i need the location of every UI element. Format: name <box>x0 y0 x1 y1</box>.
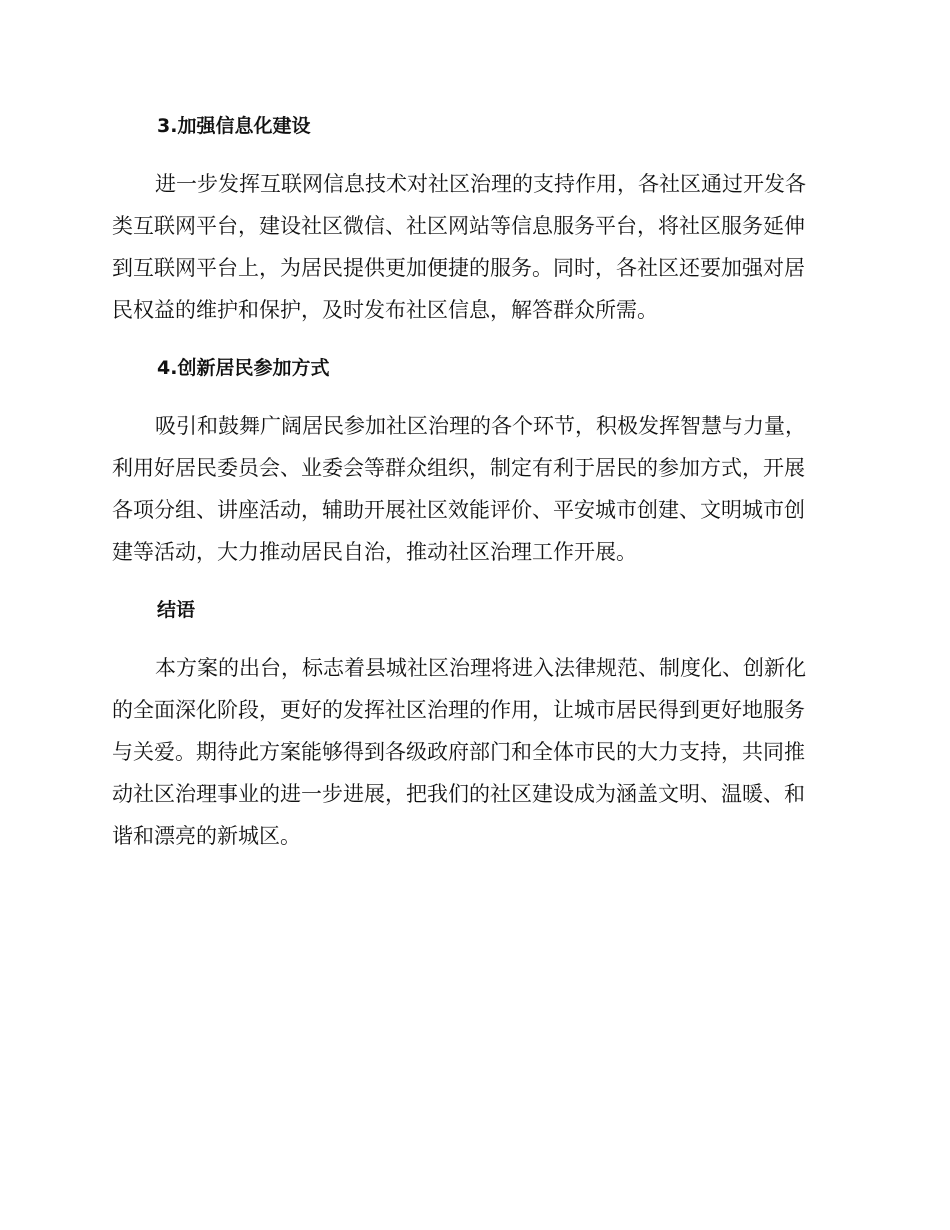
paragraph-line: 的全面深化阶段，更好的发挥社区治理的作用，让城市居民得到更好地服务 <box>112 698 805 722</box>
paragraph-informatization <box>112 163 832 331</box>
section-heading-resident-participation: 4.创新居民参加方式 <box>157 357 330 379</box>
paragraph-conclusion <box>112 647 832 857</box>
paragraph-line: 进一步发挥互联网信息技术对社区治理的支持作用，各社区通过开发各 <box>155 172 806 196</box>
paragraph-line: 到互联网平台上，为居民提供更加便捷的服务。同时，各社区还要加强对居 <box>112 256 805 280</box>
paragraph-line: 本方案的出台，标志着县城社区治理将进入法律规范、制度化、创新化 <box>155 656 806 680</box>
paragraph-line: 民权益的维护和保护，及时发布社区信息，解答群众所需。 <box>112 298 658 322</box>
document-body <box>112 109 832 877</box>
section-heading-conclusion: 结语 <box>157 599 196 621</box>
paragraph-line: 谐和漂亮的新城区。 <box>112 824 301 848</box>
paragraph-line: 与关爱。期待此方案能够得到各级政府部门和全体市民的大力支持，共同推 <box>112 740 805 764</box>
paragraph-line: 吸引和鼓舞广阔居民参加社区治理的各个环节，积极发挥智慧与力量， <box>155 414 806 438</box>
paragraph-line: 类互联网平台，建设社区微信、社区网站等信息服务平台，将社区服务延伸 <box>112 214 805 238</box>
paragraph-line: 利用好居民委员会、业委会等群众组织，制定有利于居民的参加方式，开展 <box>112 456 805 480</box>
section-heading-informatization: 3.加强信息化建设 <box>157 115 311 137</box>
paragraph-line: 各项分组、讲座活动，辅助开展社区效能评价、平安城市创建、文明城市创 <box>112 498 805 522</box>
paragraph-line: 动社区治理事业的进一步进展，把我们的社区建设成为涵盖文明、温暖、和 <box>112 782 805 806</box>
paragraph-line: 建等活动，大力推动居民自治，推动社区治理工作开展。 <box>112 540 637 564</box>
paragraph-resident-participation <box>112 405 832 573</box>
